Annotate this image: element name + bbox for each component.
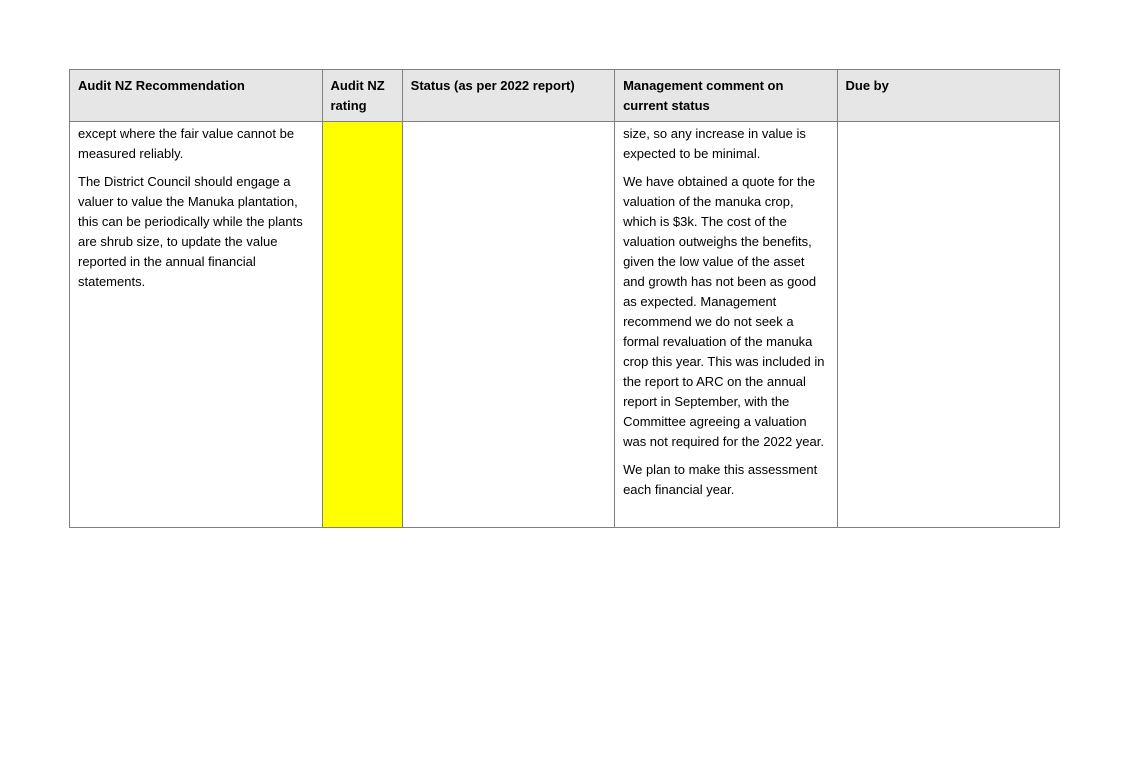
header-status: Status (as per 2022 report) [402,70,614,122]
recommendation-paragraph: except where the fair value cannot be measured reliably. [78,126,295,161]
recommendation-cell [70,122,323,528]
header-rating: Audit NZ rating [322,70,402,122]
management-comment-paragraph: We have obtained a quote for the valuation of the manuka crop, which is $3k. The cost of the valuation outweighs the benefits, given the low value of the asset and growth has not been as good as expected. Management recommend we do not seek a formal revaluation of the manuka crop this year. This was included in the report to ARC on the annual report in September, with the Committee agreeing a valuation was not required for the 2022 year. [623,174,825,449]
table-header-row [70,70,1060,122]
audit-recommendations-table [69,69,1060,528]
recommendation-paragraph: The District Council should engage a valuer to value the Manuka plantation, this can be periodically while the plants are shrub size, to update the value reported in the annual financial statements. [78,174,303,289]
header-recommendation: Audit NZ Recommendation [70,70,323,122]
management-comment-cell [615,122,837,528]
header-management-comment: Management comment on current status [615,70,837,122]
status-cell [402,122,614,528]
header-due-by: Due by [837,70,1059,122]
table-row [70,122,1060,528]
management-comment-paragraph: size, so any increase in value is expected to be minimal. [623,126,806,161]
due-by-cell [837,122,1059,528]
rating-cell [322,122,402,528]
management-comment-paragraph: We plan to make this assessment each financial year. [623,462,818,497]
